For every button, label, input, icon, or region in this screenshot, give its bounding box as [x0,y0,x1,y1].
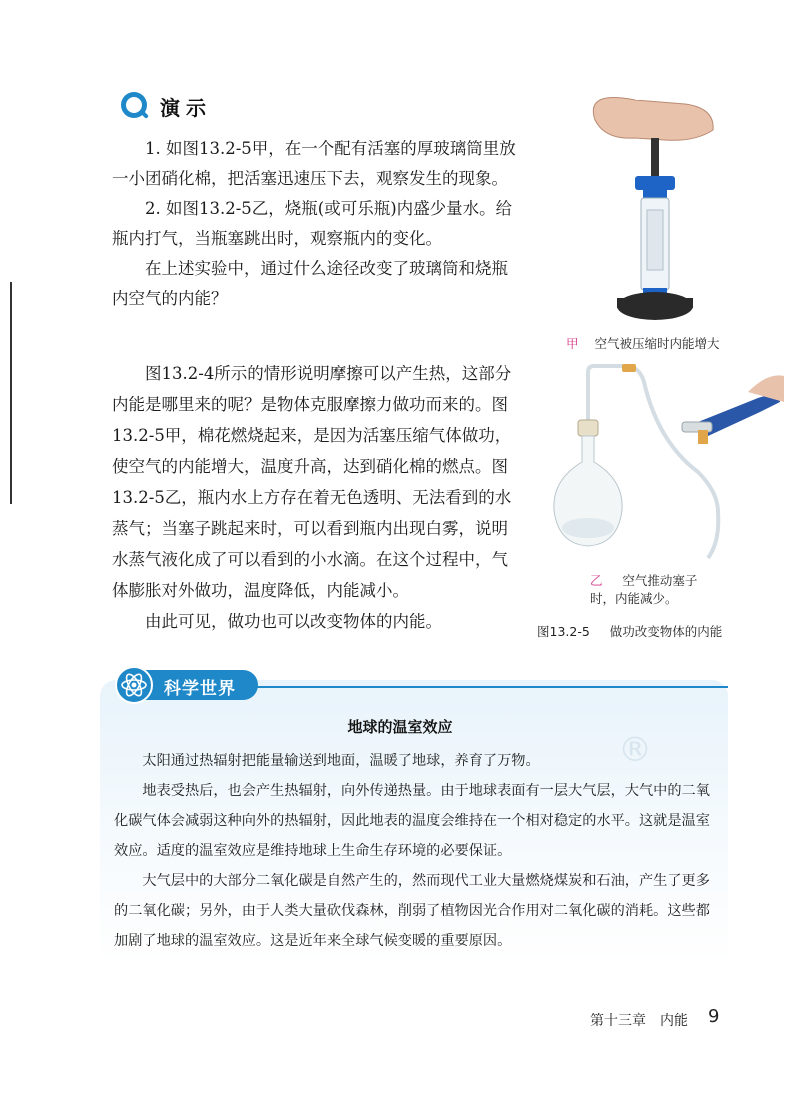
caption-jia-mark: 甲 [566,336,579,351]
margin-rule [10,282,12,504]
body-paragraph: 图13.2-4所示的情形说明摩擦可以产生热，这部分内能是哪里来的呢？是物体克服摩擦力做功而来的。图13.2-5甲，棉花燃烧起来，是因为活塞压缩气体做功，使空气的内能增大，温度升高，达到硝化棉的燃点。图13.2-5乙，瓶内水上方存在着无色透明、无法看到的水蒸气；当塞子跳起来时，可以看到瓶内出现白雾，说明水蒸气液化成了可以看到的小水滴。在这个过程中，气体膨胀对外做功，温度降低，内能减小。 [112,364,512,600]
science-world-text [114,746,716,956]
chapter-footer: 第十三章 内能 [590,1013,688,1029]
figure-caption [537,622,722,640]
demo-question: 在上述实验中，通过什么途径改变了玻璃筒和烧瓶内空气的内能？ [112,259,508,308]
figure-title: 做功改变物体的内能 [609,624,723,639]
caption-jia [566,334,719,352]
science-world-label: 科学世界 [164,679,236,699]
caption-yi-mark: 乙 [590,573,603,588]
science-world-title: 地球的温室效应 [347,718,453,736]
figure-number: 图13.2-5 [537,624,590,639]
demo-step-1: 1. 如图13.2-5甲，在一个配有活塞的厚玻璃筒里放一小团硝化棉，把活塞迅速压下去，观察发生的现象。 [112,139,516,188]
science-world-rule [250,686,728,688]
caption-jia-text: 空气被压缩时内能增大 [594,336,720,351]
figure-flask-pump [548,362,784,562]
registered-watermark: ® [618,730,652,770]
body-conclusion: 由此可见，做功也可以改变物体的内能。 [145,612,442,631]
demo-magnifier-icon [118,90,150,122]
caption-yi-line1: 空气推动塞子 [622,573,698,588]
body-text [112,358,517,637]
caption-yi-line2: 时，内能减少。 [590,591,678,606]
science-paragraph-2: 地表受热后，也会产生热辐射，向外传递热量。由于地球表面有一层大气层，大气中的二氧化碳气体会减弱这种向外的热辐射，因此地表的温度会维持在一个相对稳定的水平。这就是温室效应。适度的温室效应是维持地球上生命生存环境的必要保证。 [114,783,710,859]
demo-title: 演示 [160,96,212,120]
caption-yi [590,572,697,608]
page-number: 9 [708,1006,720,1027]
demo-step-2: 2. 如图13.2-5乙，烧瓶(或可乐瓶)内盛少量水。给瓶内打气，当瓶塞跳出时，观察瓶内的变化。 [112,199,513,248]
science-paragraph-1: 太阳通过热辐射把能量输送到地面，温暖了地球，养育了万物。 [142,753,540,769]
science-paragraph-3: 大气层中的大部分二氧化碳是自然产生的，然而现代工业大量燃烧煤炭和石油，产生了更多的二氧化碳；另外，由于人类大量砍伐森林，削弱了植物因光合作用对二氧化碳的消耗。这些都加剧了地球的温室效应。这是近年来全球气候变暖的重要原因。 [114,873,710,949]
demo-text [112,134,522,314]
figure-compression-tube [575,90,735,330]
